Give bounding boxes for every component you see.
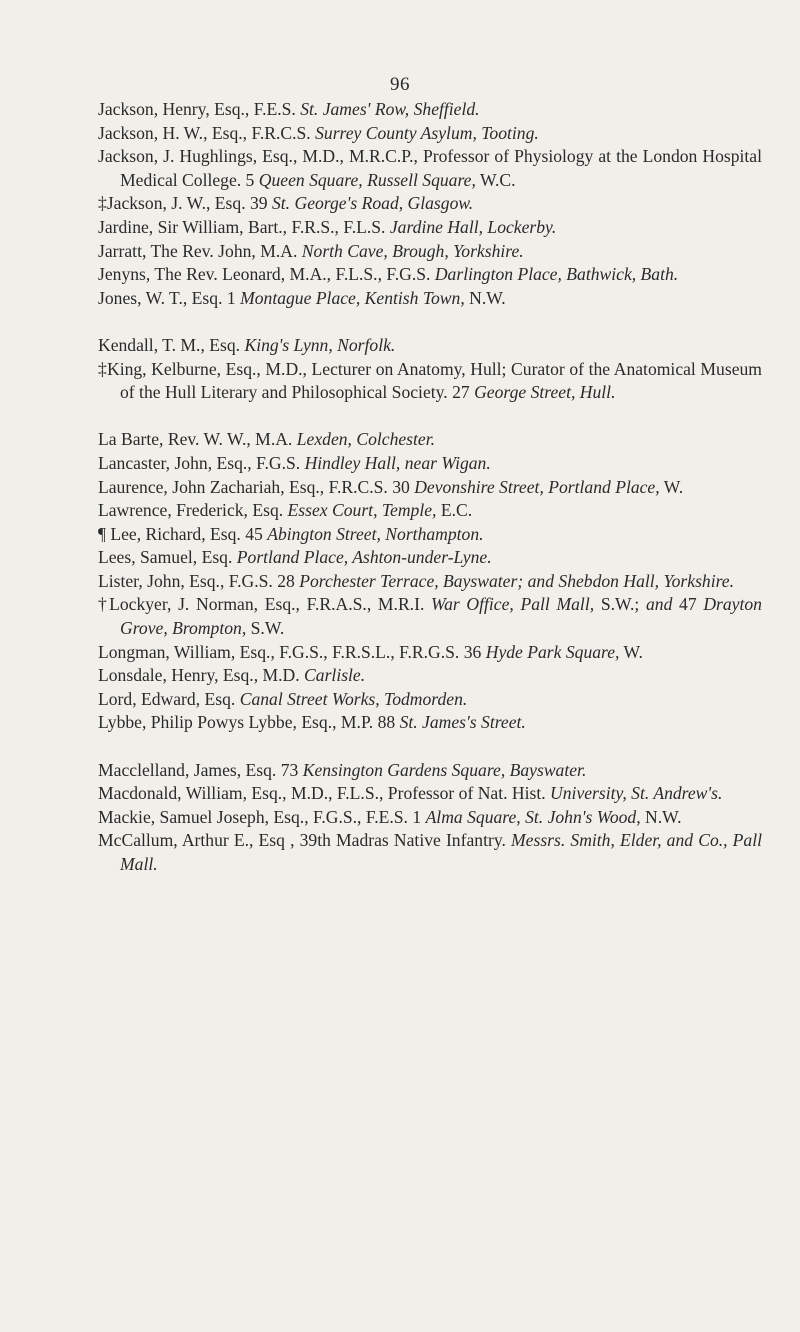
member-entry: [98, 641, 762, 665]
member-name: Lister, John, Esq., F.G.S. 28: [98, 570, 295, 591]
member-name: Jackson, H. W., Esq., F.R.C.S.: [98, 122, 311, 143]
member-entry: [98, 593, 762, 640]
member-name: Lawrence, Frederick, Esq.: [98, 500, 284, 521]
member-entry: [98, 806, 762, 830]
member-entry: [98, 688, 762, 712]
member-address-suffix: E.C.: [440, 500, 473, 521]
member-name: Macclelland, James, Esq. 73: [98, 759, 299, 780]
member-entry: [98, 122, 762, 146]
member-name: Jackson, J. Hughlings, Esq., M.D., M.R.C.P., Professor of Physiology at the London Hospital Medical College. 5: [98, 146, 762, 190]
member-name: Lybbe, Philip Powys Lybbe, Esq., M.P. 88: [98, 712, 396, 733]
member-name: Laurence, John Zachariah, Esq., F.R.C.S. 30: [98, 476, 410, 497]
member-address-suffix: S.W.;: [600, 594, 640, 615]
member-name: Macdonald, William, Esq., M.D., F.L.S., Professor of Nat. Hist.: [98, 783, 546, 804]
member-entry: [98, 428, 762, 452]
member-entry: [98, 216, 762, 240]
member-name: Jarratt, The Rev. John, M.A.: [98, 240, 298, 261]
member-address: Canal Street Works, Todmorden.: [239, 688, 468, 709]
member-name: Jenyns, The Rev. Leonard, M.A., F.L.S., F.G.S.: [98, 264, 431, 285]
member-name: Longman, William, Esq., F.G.S., F.R.S.L., F.R.G.S. 36: [98, 641, 482, 662]
member-address: St. James's Street.: [399, 712, 526, 733]
member-address-suffix: N.W.: [645, 806, 682, 827]
member-address: Hyde Park Square,: [485, 641, 620, 662]
member-address: Surrey County Asylum, Tooting.: [315, 122, 539, 143]
member-address: King's Lynn, Norfolk.: [244, 334, 396, 355]
member-entry: [98, 523, 762, 547]
member-entry: [98, 570, 762, 594]
member-entry: [98, 499, 762, 523]
member-address: Essex Court, Temple,: [287, 500, 437, 521]
member-name: ¶ Lee, Richard, Esq. 45: [98, 523, 263, 544]
member-address: St. George's Road, Glasgow.: [272, 193, 474, 214]
member-conjunction: and: [527, 570, 554, 591]
member-name: †Lockyer, J. Norman, Esq., F.R.A.S., M.R.I.: [98, 594, 425, 615]
letter-section-gap: [98, 310, 762, 334]
member-name: McCallum, Arthur E., Esq , 39th Madras Native Infantry.: [98, 830, 506, 851]
member-address: Alma Square, St. John's Wood,: [425, 806, 641, 827]
member-conjunction: and: [645, 594, 673, 615]
member-address: War Office, Pall Mall,: [431, 594, 595, 615]
member-address: Hindley Hall, near Wigan.: [304, 452, 491, 473]
member-address: Porchester Terrace, Bayswater;: [299, 570, 524, 591]
letter-section-gap: [98, 405, 762, 429]
member-address-suffix: N.W.: [469, 287, 506, 308]
member-address: University, St. Andrew's.: [550, 783, 723, 804]
member-address-number: 47: [679, 594, 697, 615]
page-number: 96: [390, 74, 410, 95]
member-name: Lees, Samuel, Esq.: [98, 547, 233, 568]
member-address: Portland Place, Ashton-under-Lyne.: [236, 547, 492, 568]
member-address: Queen Square, Russell Square,: [258, 169, 476, 190]
member-address: Carlisle.: [304, 665, 366, 686]
member-name: Jackson, Henry, Esq., F.E.S.: [98, 99, 296, 119]
member-entry: [98, 287, 762, 311]
member-address-suffix: S.W.: [250, 618, 285, 639]
member-list: [98, 98, 762, 877]
member-address: Darlington Place, Bathwick, Bath.: [434, 264, 679, 285]
member-address: Messrs. Smith, Elder, and Co., Pall Mall.: [120, 830, 762, 874]
member-entry: [98, 476, 762, 500]
member-name: Mackie, Samuel Joseph, Esq., F.G.S., F.E.S. 1: [98, 806, 422, 827]
member-address-suffix: W.: [663, 476, 684, 497]
member-entry: [98, 358, 762, 405]
member-address: Abington Street, Northampton.: [267, 523, 484, 544]
member-entry: [98, 452, 762, 476]
member-address: North Cave, Brough, Yorkshire.: [301, 240, 524, 261]
member-address: George Street, Hull.: [474, 382, 616, 403]
member-address: Jardine Hall, Lockerby.: [389, 216, 557, 237]
member-entry: [98, 759, 762, 783]
member-address: Kensington Gardens Square, Bayswater.: [302, 759, 587, 780]
member-entry: [98, 829, 762, 876]
member-name: ‡King, Kelburne, Esq., M.D., Lecturer on Anatomy, Hull; Curator of the Anatomical Museum of the Hull Literary and Philosophical Society. 27: [98, 358, 762, 403]
member-address: Lexden, Colchester.: [296, 429, 436, 450]
member-entry: [98, 192, 762, 216]
member-address: St. James' Row, Sheffield.: [300, 99, 480, 119]
member-address-suffix: W.C.: [479, 169, 516, 190]
member-name: Lancaster, John, Esq., F.G.S.: [98, 452, 301, 473]
member-entry: [98, 711, 762, 735]
member-name: Lord, Edward, Esq.: [98, 688, 236, 709]
member-address: Montague Place, Kentish Town,: [240, 287, 465, 308]
member-second-address: Drayton Grove, Brompton,: [120, 594, 762, 639]
letter-section-gap: [98, 735, 762, 759]
member-entry: [98, 546, 762, 570]
member-entry: [98, 145, 762, 192]
member-name: La Barte, Rev. W. W., M.A.: [98, 429, 293, 450]
member-entry: [98, 98, 762, 122]
member-entry: [98, 664, 762, 688]
member-address: Devonshire Street, Portland Place,: [414, 476, 660, 497]
member-entry: [98, 782, 762, 806]
member-address-suffix: W.: [623, 641, 643, 662]
member-entry: [98, 240, 762, 264]
member-second-address: Shebdon Hall, Yorkshire.: [558, 570, 735, 591]
member-name: Jones, W. T., Esq. 1: [98, 287, 236, 308]
member-entry: [98, 263, 762, 287]
member-name: Jardine, Sir William, Bart., F.R.S., F.L.S.: [98, 216, 386, 237]
member-name: Lonsdale, Henry, Esq., M.D.: [98, 665, 300, 686]
member-name: ‡Jackson, J. W., Esq. 39: [98, 193, 268, 214]
member-name: Kendall, T. M., Esq.: [98, 334, 241, 355]
member-entry: [98, 334, 762, 358]
